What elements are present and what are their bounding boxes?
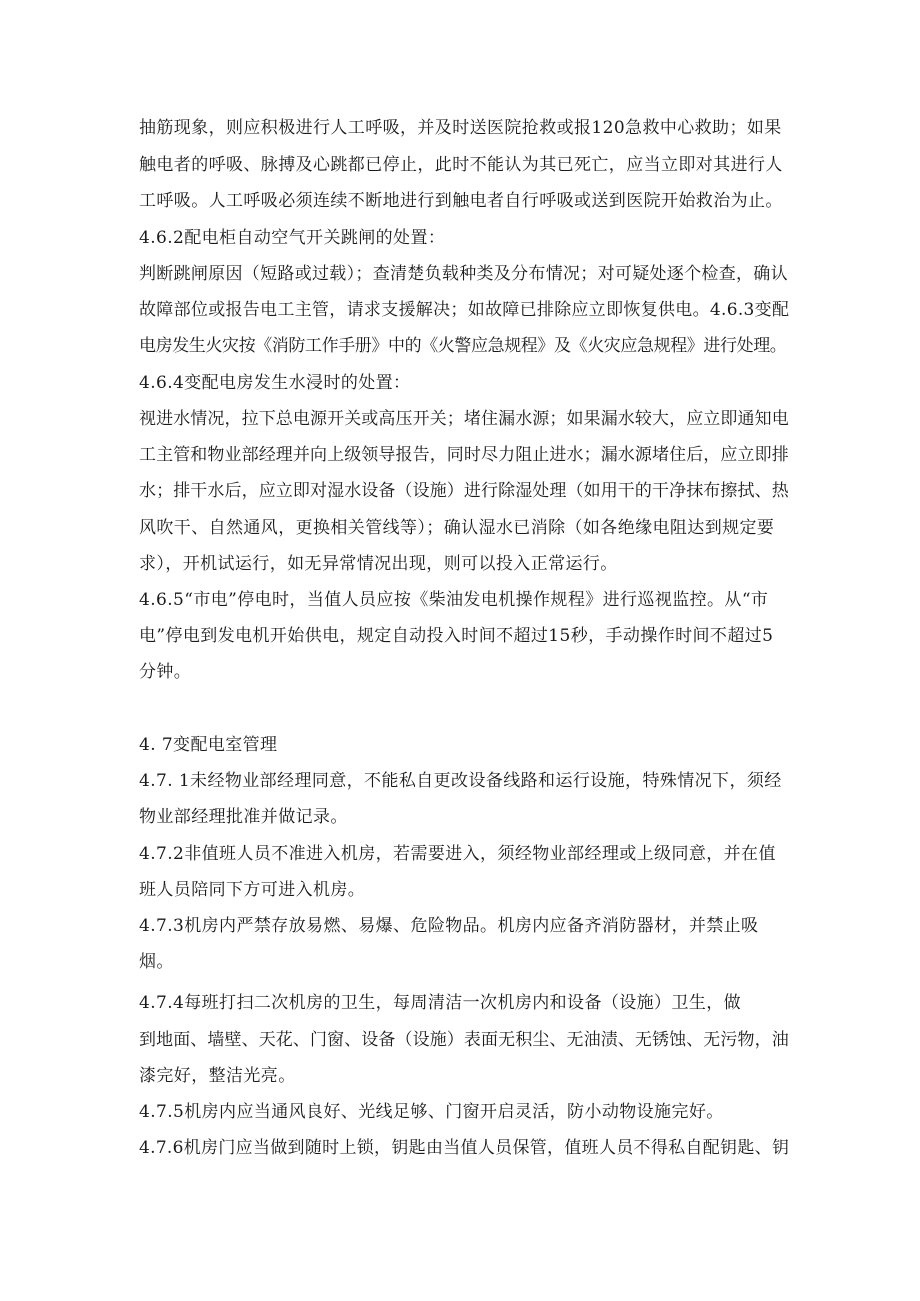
text-line-26: 漆完好，整洁光亮。 bbox=[139, 1066, 296, 1086]
text-line-2: 触电者的呼吸、脉搏及心跳都已停止，此时不能认为其已死亡，应当立即对其进行人 bbox=[139, 155, 783, 175]
text-line-6: 故障部位或报告电工主管，请求支援解决；如故障已排除应立即恢复供电。4.6.3变配 bbox=[139, 300, 790, 320]
section-heading-4-7-6: 4.7.6机房门应当做到随时上锁，钥匙由当值人员保管，值班人员不得私自配钥匙、钥 bbox=[139, 1138, 790, 1158]
text-line-10: 工主管和物业部经理并向上级领导报告，同时尽力阻止进水；漏水源堵住后，应立即排 bbox=[139, 445, 789, 465]
text-line-5: 判断跳闸原因（短路或过载）；查清楚负载种类及分布情况；对可疑处逐个检查，确认 bbox=[139, 264, 788, 284]
text-line-7: 电房发生火灾按《消防工作手册》中的《火警应急规程》及《火灾应急规程》进行处理。 bbox=[139, 336, 787, 356]
text-line-3: 工呼吸。人工呼吸必须连续不断地进行到触电者自行呼吸或送到医院开始救治为止。 bbox=[139, 191, 783, 211]
text-line-9: 视进水情况，拉下总电源开关或高压开关；堵住漏水源；如果漏水较大，应立即通知电 bbox=[139, 409, 789, 429]
section-heading-4-7-2: 4.7.2非值班人员不准进入机房，若需要进入，须经物业部经理或上级同意，并在值 bbox=[139, 844, 776, 864]
section-heading-4-7: 4. 7变配电室管理 bbox=[139, 735, 278, 755]
text-line-15: 电”停电到发电机开始供电，规定自动投入时间不超过15秒，手动操作时间不超过5 bbox=[139, 626, 774, 646]
text-line-11: 水；排干水后，应立即对湿水设备（设施）进行除湿处理（如用干的干净抹布擦拭、热 bbox=[139, 481, 789, 501]
text-line-21: 班人员陪同下方可进入机房。 bbox=[139, 880, 366, 900]
section-heading-4-7-5: 4.7.5机房内应当通风良好、光线足够、门窗开启灵活，防小动物设施完好。 bbox=[139, 1102, 724, 1122]
text-line-12: 风吹干、自然通风，更换相关管线等）；确认湿水已消除（如各绝缘电阻达到规定要 bbox=[139, 518, 775, 538]
section-heading-4-7-3: 4.7.3机房内严禁存放易燃、易爆、危险物品。机房内应备齐消防器材，并禁止吸 bbox=[139, 916, 759, 936]
section-heading-4-7-1: 4.7. 1未经物业部经理同意，不能私自更改设备线路和运行设施，特殊情况下，须经 bbox=[139, 771, 782, 791]
section-heading-4-6-5: 4.6.5“市电”停电时，当值人员应按《柴油发电机操作规程》进行巡视监控。从“市 bbox=[139, 590, 769, 610]
text-line-23: 烟。 bbox=[139, 952, 174, 972]
text-line-1: 抽筋现象，则应积极进行人工呼吸，并及时送医院抢救或报120急救中心救助；如果 bbox=[139, 118, 782, 138]
section-heading-4-7-4: 4.7.4每班打扫二次机房的卫生，每周清洁一次机房内和设备（设施）卫生，做 bbox=[139, 993, 742, 1013]
text-line-13: 求），开机试运行，如无异常情况出现，则可以投入正常运行。 bbox=[139, 554, 618, 574]
text-line-16: 分钟。 bbox=[139, 662, 192, 682]
text-line-19: 物业部经理批准并做记录。 bbox=[139, 807, 348, 827]
section-heading-4-6-2: 4.6.2配电柜自动空气开关跳闸的处置： bbox=[139, 228, 446, 248]
section-heading-4-6-4: 4.6.4变配电房发生水浸时的处置： bbox=[139, 373, 411, 393]
text-line-25: 到地面、墙壁、天花、门窗、设备（设施）表面无积尘、无油渍、无锈蚀、无污物，油 bbox=[139, 1030, 789, 1050]
